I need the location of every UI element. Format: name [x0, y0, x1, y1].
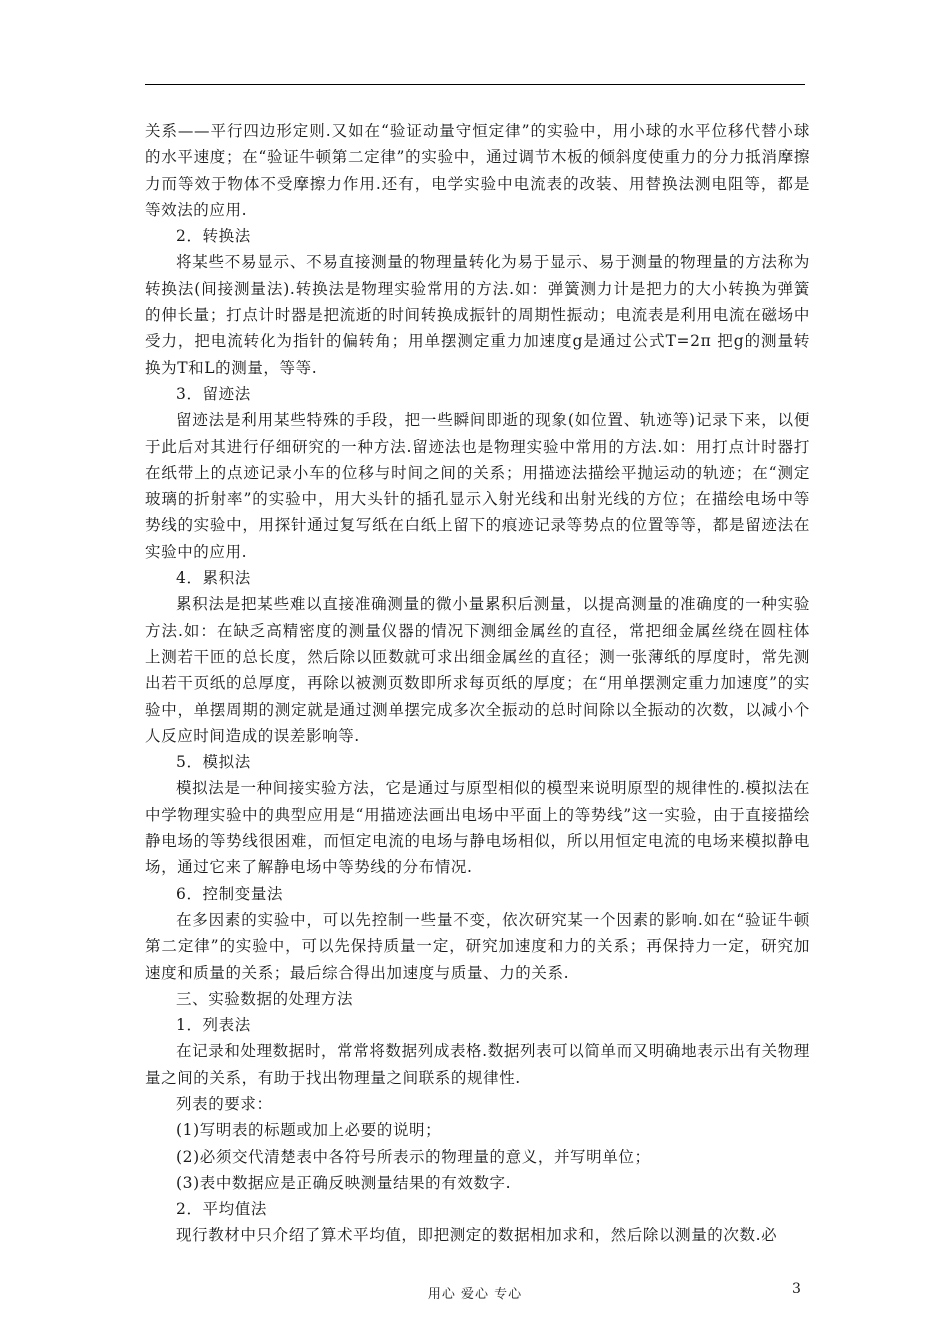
- list-item-requirement-3: (3)表中数据应是正确反映测量结果的有效数字.: [176, 1173, 512, 1192]
- heading-control-variable-method: 6．控制变量法: [176, 884, 284, 903]
- footer-slogan: 用心 爱心 专心: [427, 1287, 523, 1302]
- header-rule: [145, 84, 805, 85]
- paragraph-accumulation-method: 累积法是把某些难以直接准确测量的微小量累积后测量，以提高测量的准确度的一种实验方法.如：在缺乏高精密度的测量仪器的情况下测细金属丝的直径，常把细金属丝绕在圆柱体上测若干匝的总长度，然后除以匝数就可求出细金属丝的直径；测一张薄纸的厚度时，常先测出若干页纸的总厚度，再除以被测页数即所求每页纸的厚度；在“用单摆测定重力加速度”的实验中，单摆周期的测定就是通过测单摆完成多次全振动的总时间除以全振动的次数，以减小个人反应时间造成的误差影响等.: [145, 595, 810, 745]
- paragraph-simulation-method: 模拟法是一种间接实验方法，它是通过与原型相似的模型来说明原型的规律性的.模拟法在中学物理实验中的典型应用是“用描迹法画出电场中平面上的等势线”这一实验，由于直接描绘静电场的等势线很困难，而恒定电流的电场与静电场相似，所以用恒定电流的电场来模拟静电场，通过它来了解静电场中等势线的分布情况.: [145, 779, 810, 877]
- paragraph-average-method: 现行教材中只介绍了算术平均值，即把测定的数据相加求和，然后除以测量的次数.必: [176, 1226, 778, 1245]
- paragraph-conversion-method: 将某些不易显示、不易直接测量的物理量转化为易于显示、易于测量的物理量的方法称为转换法(间接测量法).转换法是物理实验常用的方法.如：弹簧测力计是把力的大小转换为弹簧的伸长量；打点计时器是把流逝的时间转换成振针的周期性振动；电流表是利用电流在磁场中受力，把电流转化为指针的偏转角；用单摆测定重力加速度g是通过公式T=2π 把g的测量转换为T和L的测量，等等.: [145, 253, 810, 377]
- heading-conversion-method: 2．转换法: [176, 227, 251, 246]
- paragraph-tabulation-method: 在记录和处理数据时，常常将数据列成表格.数据列表可以简单而又明确地表示出有关物理量之间的关系，有助于找出物理量之间联系的规律性.: [145, 1042, 810, 1087]
- heading-data-processing: 三、实验数据的处理方法: [176, 989, 354, 1008]
- paragraph-control-variable-method: 在多因素的实验中，可以先控制一些量不变，依次研究某一个因素的影响.如在“验证牛顿第二定律”的实验中，可以先保持质量一定，研究加速度和力的关系；再保持力一定，研究加速度和质量的关系；最后综合得出加速度与质量、力的关系.: [145, 910, 810, 982]
- heading-table-requirements: 列表的要求：: [176, 1094, 273, 1113]
- heading-simulation-method: 5．模拟法: [176, 753, 251, 772]
- list-item-requirement-2: (2)必须交代清楚表中各符号所表示的物理量的意义，并写明单位；: [176, 1147, 651, 1166]
- heading-average-method: 2．平均值法: [176, 1200, 267, 1219]
- page-number: 3: [792, 1281, 801, 1297]
- heading-trace-method: 3．留迹法: [176, 384, 251, 403]
- heading-accumulation-method: 4．累积法: [176, 569, 251, 588]
- document-body: [145, 118, 810, 1249]
- heading-tabulation-method: 1．列表法: [176, 1016, 251, 1035]
- list-item-requirement-1: (1)写明表的标题或加上必要的说明；: [176, 1121, 442, 1140]
- paragraph-equivalence-continued: 关系——平行四边形定则.又如在“验证动量守恒定律”的实验中，用小球的水平位移代替小球的水平速度；在“验证牛顿第二定律”的实验中，通过调节木板的倾斜度使重力的分力抵消摩擦力而等效于物体不受摩擦力作用.还有，电学实验中电流表的改装、用替换法测电阻等，都是等效法的应用.: [145, 122, 810, 219]
- paragraph-trace-method: 留迹法是利用某些特殊的手段，把一些瞬间即逝的现象(如位置、轨迹等)记录下来，以便于此后对其进行仔细研究的一种方法.留迹法也是物理实验中常用的方法.如：用打点计时器打在纸带上的点迹记录小车的位移与时间之间的关系；用描迹法描绘平抛运动的轨迹；在“测定玻璃的折射率”的实验中，用大头针的插孔显示入射光线和出射光线的方位；在描绘电场中等势线的实验中，用探针通过复写纸在白纸上留下的痕迹记录等势点的位置等等，都是留迹法在实验中的应用.: [145, 411, 810, 561]
